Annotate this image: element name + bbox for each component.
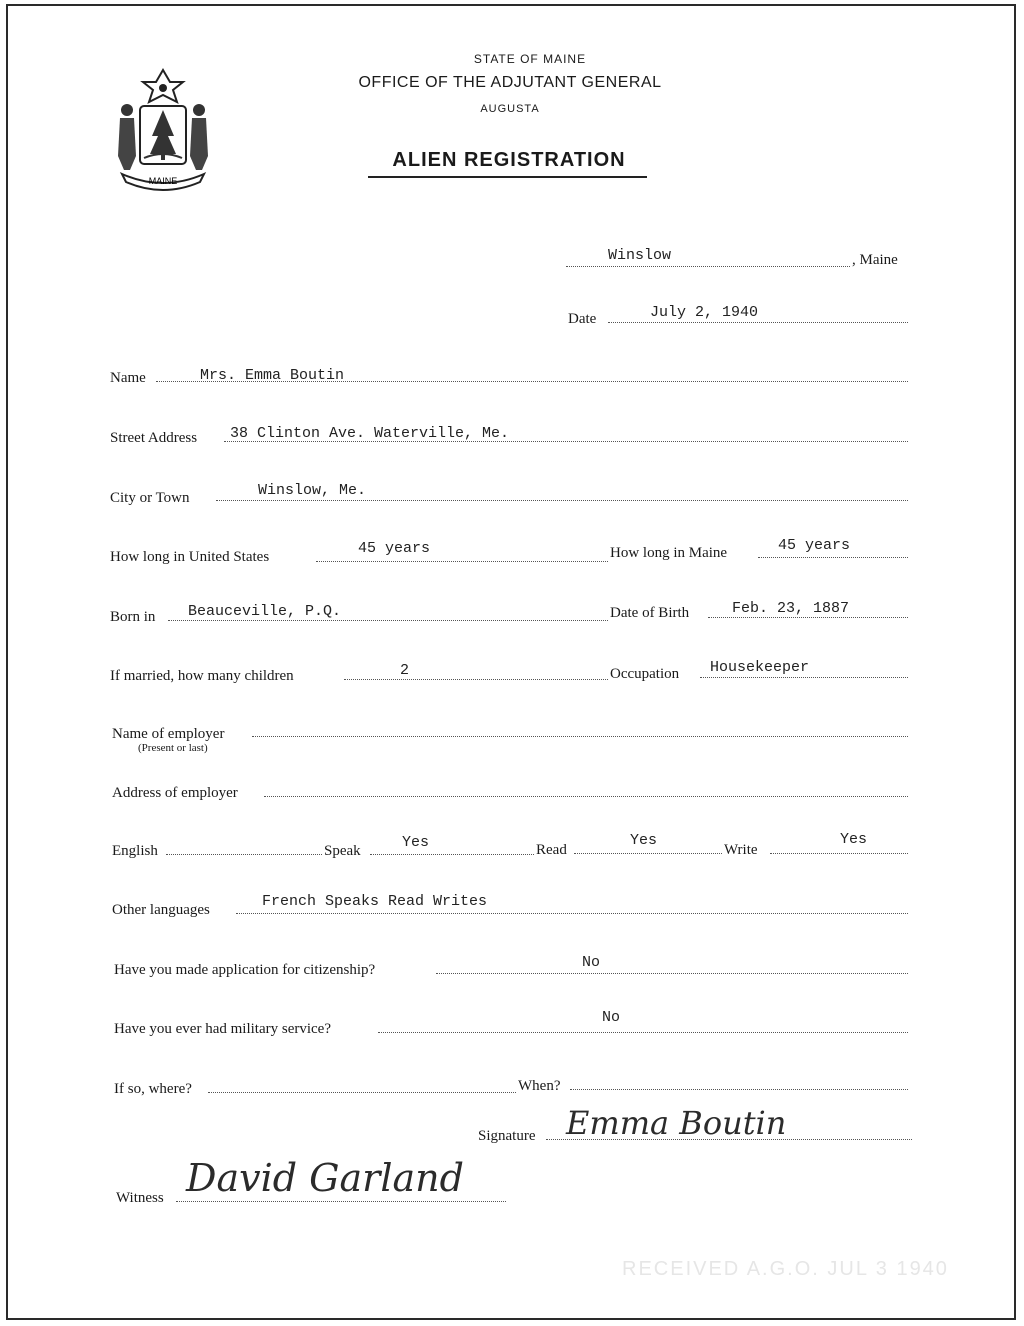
when-line <box>570 1089 908 1090</box>
speak-line <box>370 854 534 855</box>
english-label: English <box>112 843 158 859</box>
born-in-line <box>168 620 608 621</box>
where-label: If so, where? <box>114 1081 192 1097</box>
occupation-value: Housekeeper <box>710 659 810 676</box>
street-address-value: 38 Clinton Ave. Waterville, Me. <box>230 425 510 442</box>
where-line <box>208 1092 516 1093</box>
how-long-maine-line <box>758 557 908 558</box>
name-value: Mrs. Emma Boutin <box>200 367 345 384</box>
speak-value: Yes <box>402 834 430 851</box>
form-title: ALIEN REGISTRATION <box>392 149 626 171</box>
date-of-birth-label: Date of Birth <box>610 605 690 621</box>
city-value: Winslow, Me. <box>258 482 367 499</box>
date-of-birth-line <box>708 617 908 618</box>
children-line <box>344 679 608 680</box>
other-languages-line <box>236 913 908 914</box>
title-underline <box>368 176 647 178</box>
citizenship-value: No <box>582 954 601 971</box>
write-value: Yes <box>840 831 868 848</box>
header-state: STATE OF MAINE <box>473 52 587 66</box>
city-label: City or Town <box>110 490 190 506</box>
other-languages-label: Other languages <box>112 902 210 918</box>
born-in-value: Beauceville, P.Q. <box>188 603 342 620</box>
other-languages-value: French Speaks Read Writes <box>262 893 488 910</box>
form-border <box>6 4 1016 1320</box>
children-value: 2 <box>400 662 410 679</box>
state-seal-icon <box>110 66 216 192</box>
citizenship-line <box>436 973 908 974</box>
employer-name-line <box>252 736 908 737</box>
place-value: Winslow <box>608 247 672 264</box>
how-long-us-line <box>316 561 608 562</box>
city-line <box>216 500 908 501</box>
write-line <box>770 853 908 854</box>
citizenship-label: Have you made application for citizenship? <box>114 962 376 978</box>
military-line <box>378 1032 908 1033</box>
occupation-label: Occupation <box>610 666 680 682</box>
write-label: Write <box>724 842 758 858</box>
date-line <box>608 322 908 323</box>
when-label: When? <box>518 1078 561 1094</box>
date-of-birth-value: Feb. 23, 1887 <box>732 600 850 617</box>
speak-label: Speak <box>324 843 361 859</box>
how-long-maine-value: 45 years <box>778 537 851 554</box>
signature-label: Signature <box>478 1128 536 1144</box>
place-suffix: , Maine <box>852 252 898 268</box>
how-long-maine-label: How long in Maine <box>610 545 728 561</box>
children-label: If married, how many children <box>110 668 294 684</box>
received-stamp: RECEIVED A.G.O. JUL 3 1940 <box>622 1258 949 1280</box>
employer-address-line <box>264 796 908 797</box>
name-label: Name <box>110 370 146 386</box>
military-label: Have you ever had military service? <box>114 1021 331 1037</box>
read-label: Read <box>536 842 567 858</box>
how-long-us-label: How long in United States <box>110 549 270 565</box>
place-line <box>566 266 850 267</box>
employer-address-label: Address of employer <box>112 785 238 801</box>
occupation-line <box>700 677 908 678</box>
born-in-label: Born in <box>110 609 156 625</box>
witness-label: Witness <box>116 1190 164 1206</box>
date-value: July 2, 1940 <box>650 304 759 321</box>
street-address-label: Street Address <box>110 430 198 446</box>
signature-value: Emma Boutin <box>566 1104 787 1142</box>
header-city: AUGUSTA <box>480 103 540 115</box>
military-value: No <box>602 1009 621 1026</box>
employer-name-label: Name of employer <box>112 726 225 742</box>
how-long-us-value: 45 years <box>358 540 431 557</box>
header-office: OFFICE OF THE ADJUTANT GENERAL <box>358 74 662 91</box>
read-line <box>574 853 722 854</box>
read-value: Yes <box>630 832 658 849</box>
date-label: Date <box>568 311 597 327</box>
employer-name-sublabel: (Present or last) <box>138 742 208 754</box>
witness-value: David Garland <box>186 1156 464 1200</box>
english-line <box>166 854 322 855</box>
seal-word: MAINE <box>148 176 178 186</box>
witness-line <box>176 1201 506 1202</box>
